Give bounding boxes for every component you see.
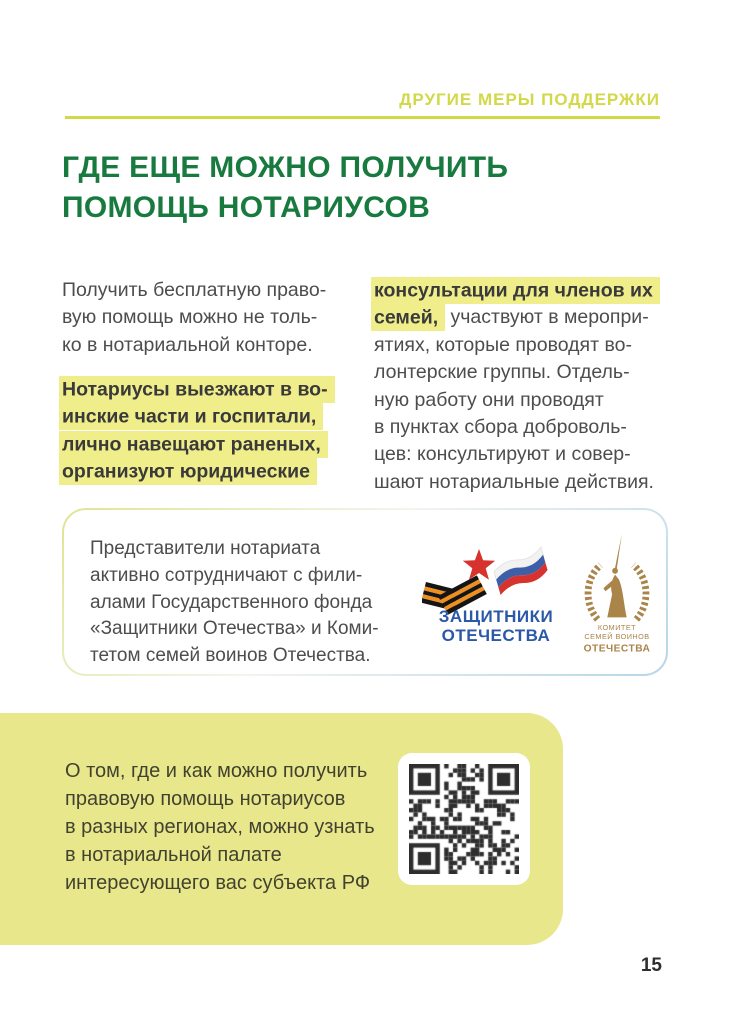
partner-card-text <box>90 536 420 670</box>
highlighted-text: лично навещают раненых, <box>59 431 328 458</box>
page-title-line1: ГДЕ ЕЩЕ МОЖНО ПОЛУЧИТЬ <box>62 151 509 184</box>
qr-banner-line: в нотариальной палате <box>65 844 282 866</box>
partner-line: активно сотрудничают с фили- <box>90 564 363 586</box>
partner-line: алами Государственного фонда <box>90 591 373 613</box>
page-title <box>62 148 662 228</box>
body-text: в пунктах сбора доброволь- <box>374 416 627 439</box>
qr-banner-text <box>65 757 410 897</box>
qr-banner-line: правовую помощь нотариусов <box>65 788 346 810</box>
motherland-statue-icon <box>603 534 626 618</box>
partner-line: «Защитники Отечества» и Коми- <box>90 618 379 640</box>
committee-logo-text-line2: СЕМЕЙ ВОИНОВ <box>584 631 650 641</box>
defenders-logo-text-line2: ОТЕЧЕСТВА <box>441 626 551 645</box>
committee-logo-text-line3: ОТЕЧЕСТВА <box>583 643 651 655</box>
committee-of-warriors-families-logo-icon <box>576 530 658 666</box>
text-column-left <box>62 277 364 503</box>
highlighted-text: консультации для членов их <box>371 277 660 304</box>
highlighted-text: семей, <box>371 304 445 331</box>
section-rule <box>65 116 660 119</box>
body-text: цев: консультируют и совер- <box>374 443 631 466</box>
tricolor-ribbon-icon <box>491 547 551 595</box>
body-text: вую помощь можно не толь- <box>62 306 318 329</box>
partner-card <box>62 508 668 676</box>
page-title-line2: ПОМОЩЬ НОТАРИУСОВ <box>62 191 431 224</box>
partner-card-inner <box>64 510 666 674</box>
body-text: шают нотариальные действия. <box>374 470 654 493</box>
qr-banner-line: интересующего вас субъекта РФ <box>65 872 371 894</box>
highlighted-text: организуют юридические <box>59 458 317 485</box>
highlighted-text: инские части и госпитали, <box>59 403 323 430</box>
red-star-icon <box>463 549 495 580</box>
highlighted-text: Нотариусы выезжают в во- <box>59 376 335 403</box>
defenders-of-fatherland-logo-icon <box>422 538 570 650</box>
body-text: лонтерские группы. Отдель- <box>374 361 630 384</box>
body-text: ко в нотариальной конторе. <box>62 333 313 356</box>
qr-banner-line: в разных регионах, можно узнать <box>65 816 375 838</box>
body-text: ную работу они проводят <box>374 388 604 411</box>
qr-code <box>398 753 530 885</box>
committee-logo-text-line1: КОМИТЕТ <box>597 623 637 633</box>
partner-line: тетом семей воинов Отечества. <box>90 645 371 667</box>
defenders-logo-text-line1: ЗАЩИТНИКИ <box>438 607 554 626</box>
body-text: ятиях, которые проводят во- <box>374 333 632 356</box>
qr-info-banner <box>0 713 563 945</box>
qr-code-pattern <box>409 764 519 874</box>
partner-line: Представители нотариата <box>90 538 321 559</box>
qr-banner-line: О том, где и как можно получить <box>65 760 368 782</box>
section-kicker: ДРУГИЕ МЕРЫ ПОДДЕРЖКИ <box>399 90 660 109</box>
body-text: участвуют в меропри- <box>445 306 649 329</box>
body-text: Получить бесплатную право- <box>62 279 327 301</box>
page-number: 15 <box>640 955 662 976</box>
text-column-right <box>374 277 676 513</box>
